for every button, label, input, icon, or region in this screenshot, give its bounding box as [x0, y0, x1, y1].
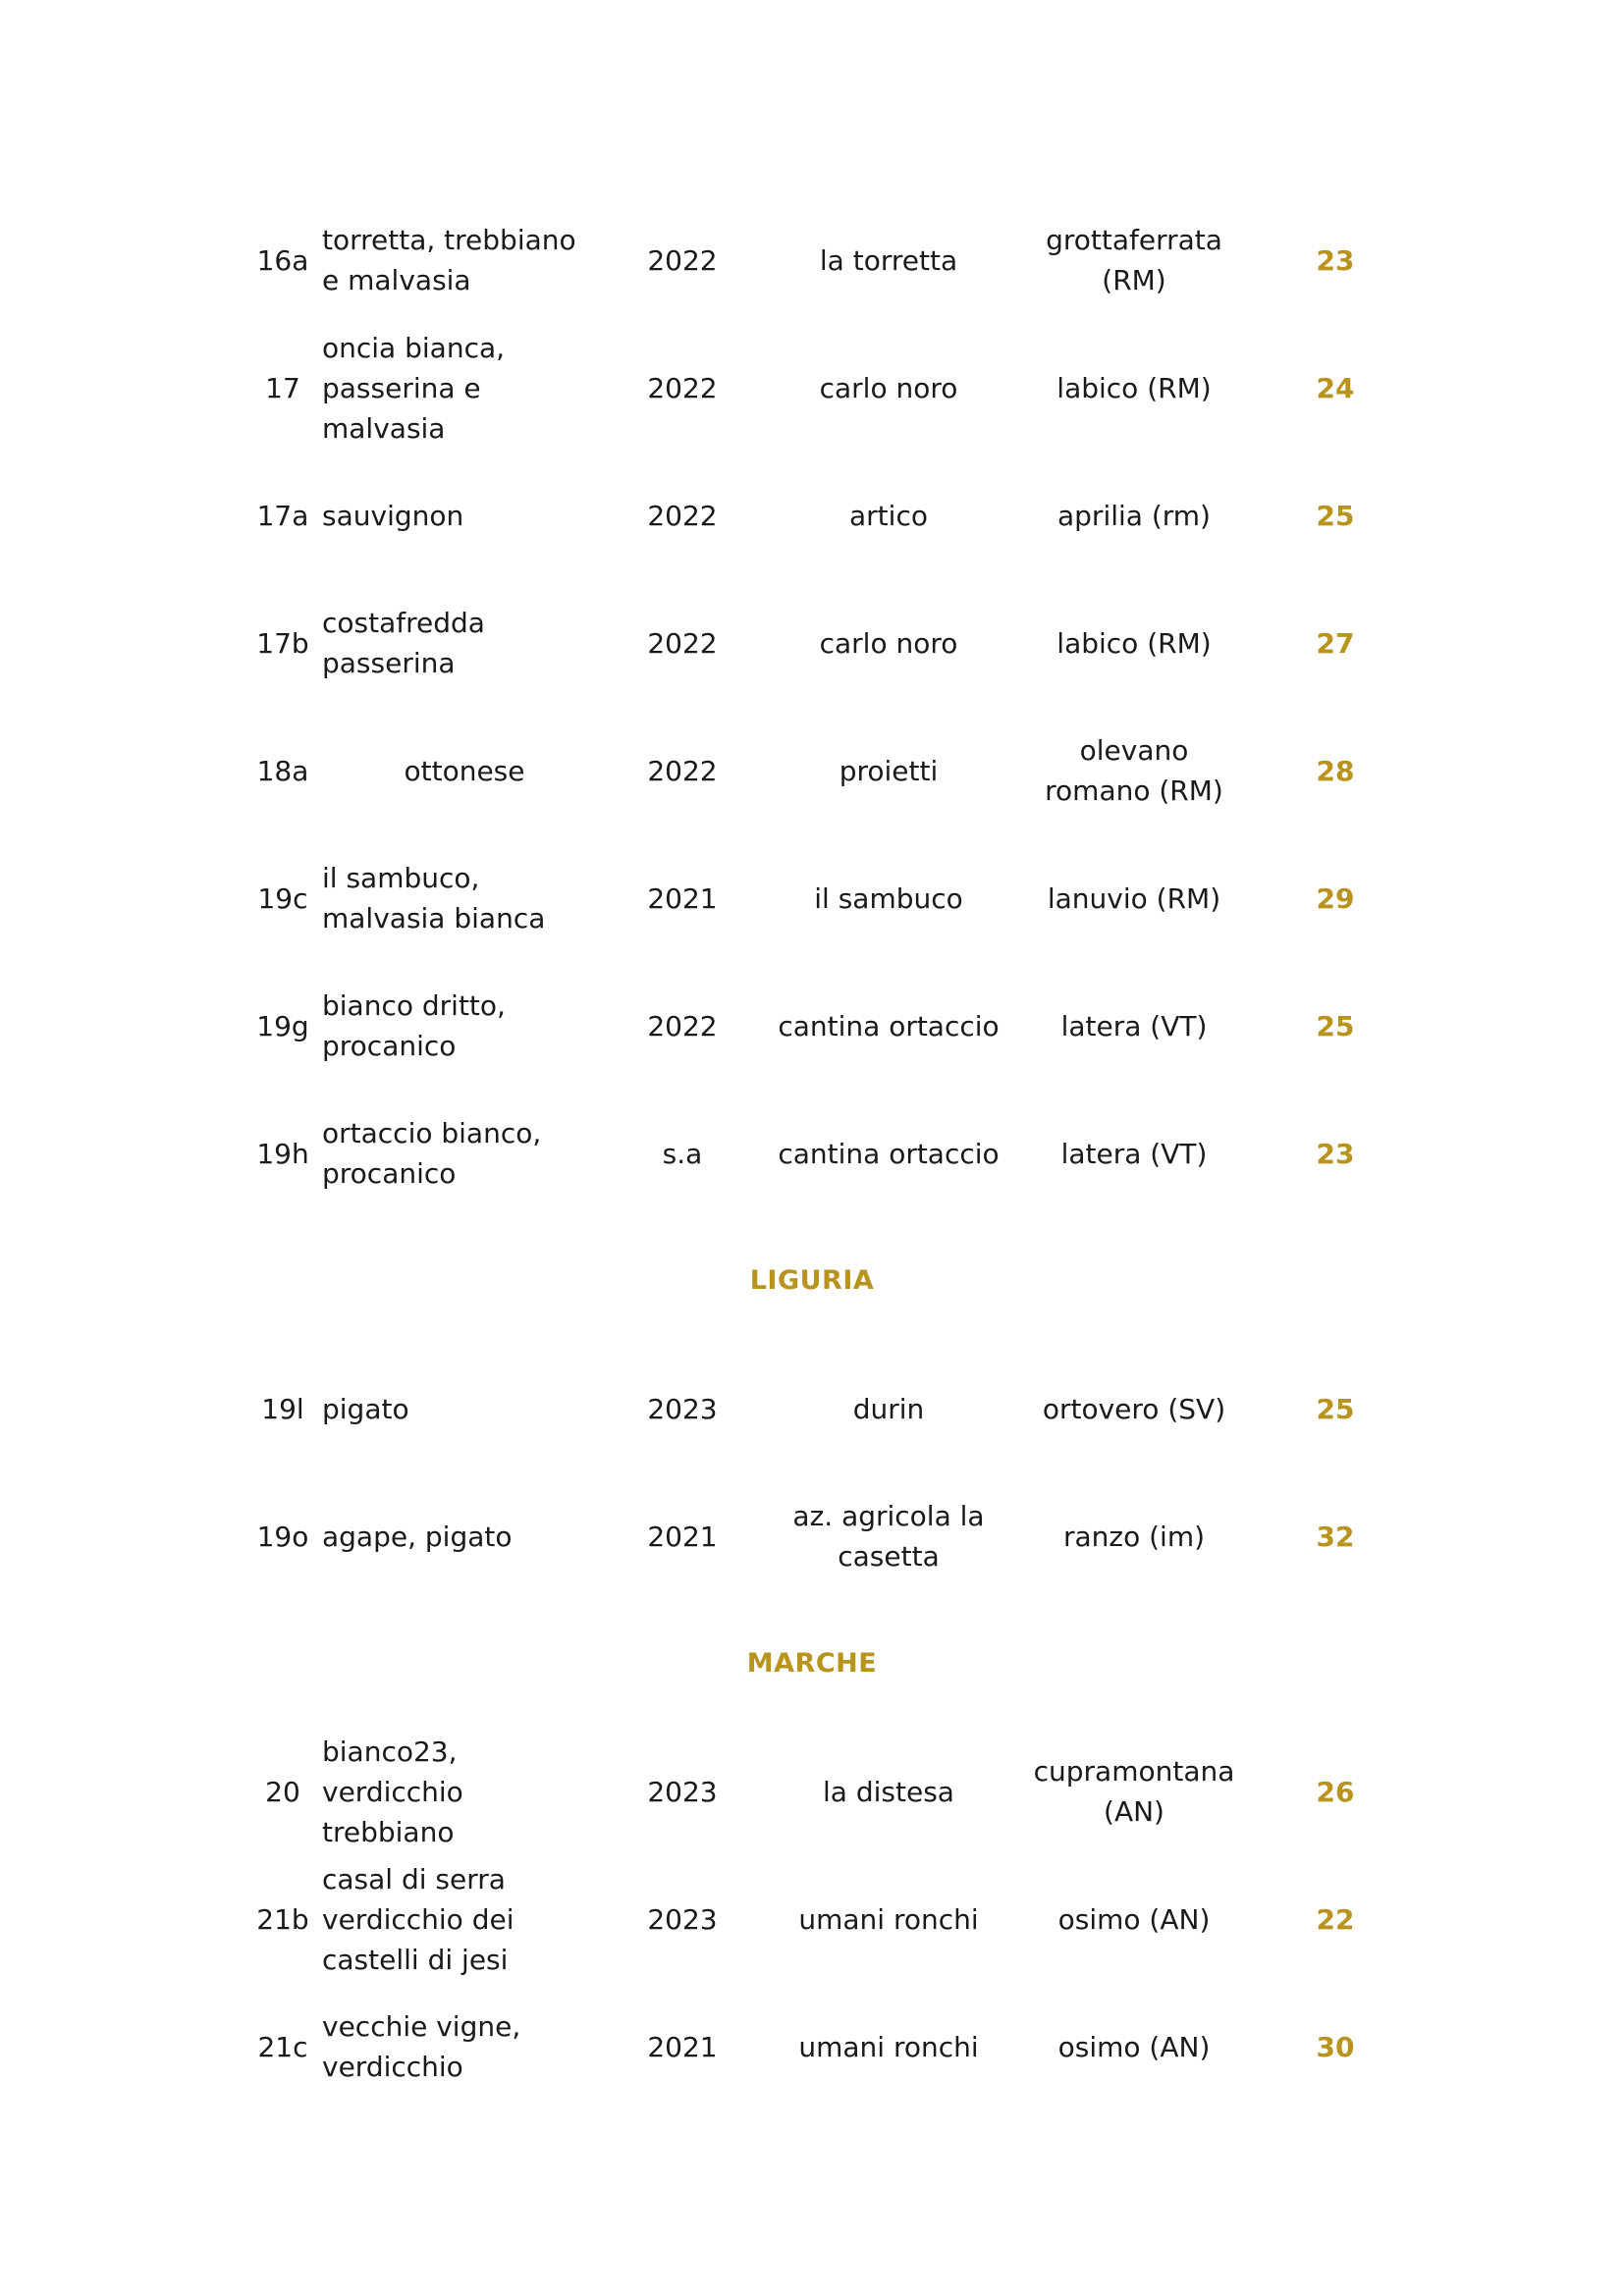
wine-row — [0, 962, 1624, 1090]
wine-name: bianco dritto, procanico — [322, 989, 506, 1062]
wine-year: 2022 — [647, 371, 718, 404]
wine-year: s.a — [662, 1137, 703, 1170]
wine-row — [0, 1983, 1624, 2110]
wine-code: 17 — [265, 371, 300, 404]
wine-producer: carlo noro — [819, 371, 958, 404]
wine-row — [0, 324, 1624, 452]
wine-name: costafredda passerina — [322, 607, 485, 679]
wine-location: osimo (AN) — [1057, 1902, 1211, 1936]
wine-price: 22 — [1316, 1902, 1355, 1936]
wine-year: 2023 — [647, 1392, 718, 1425]
wine-year: 2022 — [647, 243, 718, 277]
wine-row — [0, 1855, 1624, 1983]
wine-code: 19g — [256, 1009, 309, 1042]
wine-name: casal di serra verdicchio dei castelli di jesi — [322, 1862, 514, 1976]
wine-year: 2022 — [647, 754, 718, 787]
wine-location: cupramontana (AN) — [1033, 1755, 1235, 1828]
wine-row — [0, 1728, 1624, 1855]
wine-price: 26 — [1316, 1775, 1355, 1808]
wine-code: 17a — [256, 499, 309, 532]
wine-row — [0, 196, 1624, 324]
wine-code: 21b — [256, 1902, 309, 1936]
wine-code: 16a — [256, 243, 309, 277]
wine-year: 2022 — [647, 1009, 718, 1042]
wine-code: 21c — [257, 2030, 308, 2063]
wine-code: 20 — [265, 1775, 300, 1808]
wine-code: 17b — [256, 626, 309, 660]
wine-year: 2022 — [647, 626, 718, 660]
wine-name: il sambuco, malvasia bianca — [322, 862, 546, 934]
wine-row — [0, 834, 1624, 962]
wine-location: latera (VT) — [1060, 1009, 1208, 1042]
wine-row — [0, 1472, 1624, 1600]
wine-name: ortaccio bianco, procanico — [322, 1117, 542, 1190]
wine-producer: proietti — [839, 754, 939, 787]
wine-producer: umani ronchi — [798, 1902, 979, 1936]
wine-price: 29 — [1316, 881, 1355, 915]
wine-code: 19l — [261, 1392, 304, 1425]
wine-code: 19c — [257, 881, 308, 915]
region-heading-marche: MARCHE — [746, 1648, 878, 1679]
wine-price: 30 — [1316, 2030, 1355, 2063]
wine-location: labico (RM) — [1056, 371, 1212, 404]
wine-producer: umani ronchi — [798, 2030, 979, 2063]
wine-producer: cantina ortaccio — [778, 1137, 1000, 1170]
wine-location: osimo (AN) — [1057, 2030, 1211, 2063]
wine-price: 23 — [1316, 243, 1355, 277]
wine-producer: durin — [852, 1392, 925, 1425]
wine-row — [0, 1090, 1624, 1217]
wine-name: oncia bianca, passerina e malvasia — [322, 331, 506, 445]
wine-producer: la distesa — [823, 1775, 954, 1808]
wine-producer: carlo noro — [819, 626, 958, 660]
wine-producer: az. agricola la casetta — [792, 1500, 985, 1573]
wine-year: 2021 — [647, 881, 718, 915]
wine-location: aprilia (rm) — [1057, 499, 1211, 532]
wine-location: olevano romano (RM) — [1045, 734, 1223, 807]
wine-price: 23 — [1316, 1137, 1355, 1170]
wine-producer: la torretta — [819, 243, 958, 277]
wine-location: latera (VT) — [1060, 1137, 1208, 1170]
wine-code: 18a — [256, 754, 309, 787]
wine-price: 25 — [1316, 1009, 1355, 1042]
wine-row — [0, 452, 1624, 579]
wine-producer: cantina ortaccio — [778, 1009, 1000, 1042]
wine-price: 28 — [1316, 754, 1355, 787]
wine-name: ottonese — [404, 754, 525, 787]
wine-name: torretta, trebbiano e malvasia — [322, 224, 576, 296]
wine-location: ranzo (im) — [1062, 1520, 1206, 1553]
wine-name: pigato — [322, 1392, 409, 1425]
wine-price: 32 — [1316, 1520, 1355, 1553]
wine-year: 2021 — [647, 2030, 718, 2063]
wine-producer: artico — [849, 499, 928, 532]
wine-price: 25 — [1316, 499, 1355, 532]
wine-location: lanuvio (RM) — [1047, 881, 1221, 915]
wine-name: agape, pigato — [322, 1520, 513, 1553]
wine-producer: il sambuco — [814, 881, 963, 915]
wine-code: 19o — [256, 1520, 309, 1553]
wine-year: 2023 — [647, 1902, 718, 1936]
wine-location: grottaferrata (RM) — [1046, 224, 1222, 296]
wine-location: labico (RM) — [1056, 626, 1212, 660]
wine-price: 25 — [1316, 1392, 1355, 1425]
wine-name: vecchie vigne, verdicchio — [322, 2010, 521, 2083]
wine-location: ortovero (SV) — [1042, 1392, 1226, 1425]
wine-year: 2023 — [647, 1775, 718, 1808]
wine-price: 24 — [1316, 371, 1355, 404]
wine-row — [0, 579, 1624, 707]
wine-row — [0, 1345, 1624, 1472]
wine-year: 2022 — [647, 499, 718, 532]
wine-code: 19h — [256, 1137, 309, 1170]
wine-row — [0, 707, 1624, 834]
wine-price: 27 — [1316, 626, 1355, 660]
region-heading-liguria: LIGURIA — [749, 1265, 875, 1296]
wine-name: bianco23, verdicchio trebbiano — [322, 1735, 463, 1848]
wine-name: sauvignon — [322, 499, 464, 532]
wine-year: 2021 — [647, 1520, 718, 1553]
